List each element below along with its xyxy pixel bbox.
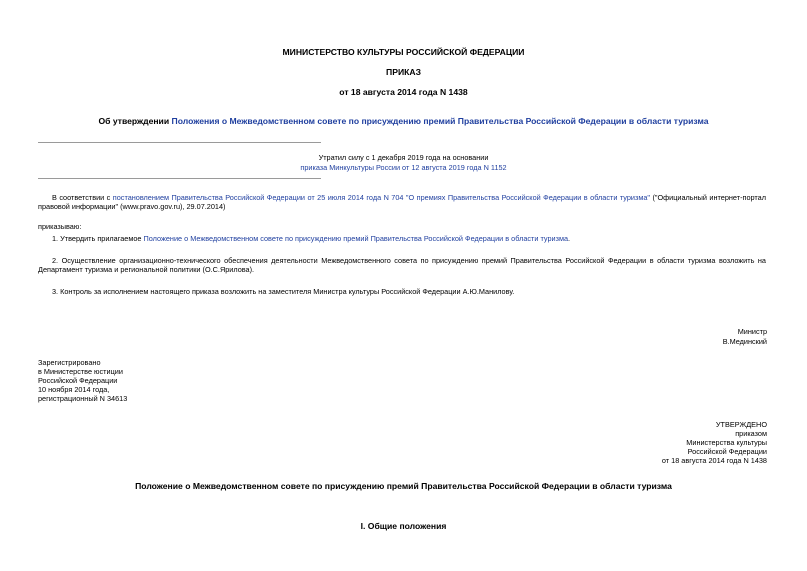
- signature-title: Министр: [737, 327, 767, 336]
- approved-line: УТВЕРЖДЕНО: [715, 420, 767, 429]
- approved-line: Российской Федерации: [687, 447, 767, 457]
- intro-link[interactable]: постановлением Правительства Российской Федерации от 25 июля 2014 года N 704 "О премиях Правительства Российской Федерации в области туризма": [112, 193, 651, 202]
- bottom-rule: [38, 178, 321, 179]
- top-rule: [38, 142, 321, 143]
- registration-line: регистрационный N 34613: [38, 394, 128, 404]
- ministry-heading: МИНИСТЕРСТВО КУЛЬТУРЫ РОССИЙСКОЙ ФЕДЕРАЦИИ: [282, 47, 525, 57]
- approved-line: Министерства культуры: [686, 438, 767, 448]
- doc-title: [0, 116, 807, 127]
- item-1-suffix: .: [568, 234, 571, 243]
- intro-suffix: ("Официальный интернет-портал правовой информации" (www.pravo.gov.ru), 29.07.2014): [38, 193, 766, 212]
- registration-line: в Министерстве юстиции: [38, 367, 123, 377]
- registration-block: [38, 358, 127, 404]
- approved-line: от 18 августа 2014 года N 1438: [661, 456, 767, 466]
- registration-line: Зарегистрировано: [38, 358, 101, 367]
- doc-type-heading: ПРИКАЗ: [386, 67, 421, 77]
- status-note-link[interactable]: приказа Минкультуры России от 12 августа 2019 года N 1152: [300, 163, 507, 172]
- doc-date-number: от 18 августа 2014 года N 1438: [339, 87, 468, 97]
- doc-title-prefix: Об утверждении: [98, 116, 172, 126]
- doc-title-link[interactable]: Положения о Межведомственном совете по присуждению премий Правительства Российской Федерации в области туризма: [171, 116, 709, 126]
- item-1: [38, 234, 766, 243]
- signature-name: В.Мединский: [722, 337, 767, 346]
- registration-line: Российской Федерации: [38, 376, 118, 386]
- regulation-title: Положение о Межведомственном совете по присуждению премий Правительства Российской Федерации в области туризма: [135, 481, 672, 491]
- intro-paragraph: [38, 193, 766, 211]
- item-3: 3. Контроль за исполнением настоящего приказа возложить на заместителя Министра культуры Российской Федерации А.Ю.Манилову.: [52, 287, 515, 296]
- item-1-link[interactable]: Положение о Межведомственном совете по присуждению премий Правительства Российской Федерации в области туризма: [143, 234, 569, 243]
- registration-line: 10 ноября 2014 года,: [38, 385, 110, 395]
- intro-prefix: В соответствии с: [52, 193, 113, 202]
- approved-line: приказом: [735, 429, 767, 439]
- item-1-prefix: 1. Утвердить прилагаемое: [52, 234, 144, 243]
- status-note-line1: Утратил силу с 1 декабря 2019 года на основании: [318, 153, 489, 162]
- section-heading: I. Общие положения: [360, 521, 447, 531]
- approved-block: [662, 420, 767, 466]
- item-2: 2. Осуществление организационно-технического обеспечения деятельности Межведомственного совета по присуждению премий Правительства Российской Федерации в области туризма возложить на Департамент туризма и региональной политики (О.С.Ярилова).: [38, 256, 766, 275]
- order-word: приказываю:: [38, 222, 82, 231]
